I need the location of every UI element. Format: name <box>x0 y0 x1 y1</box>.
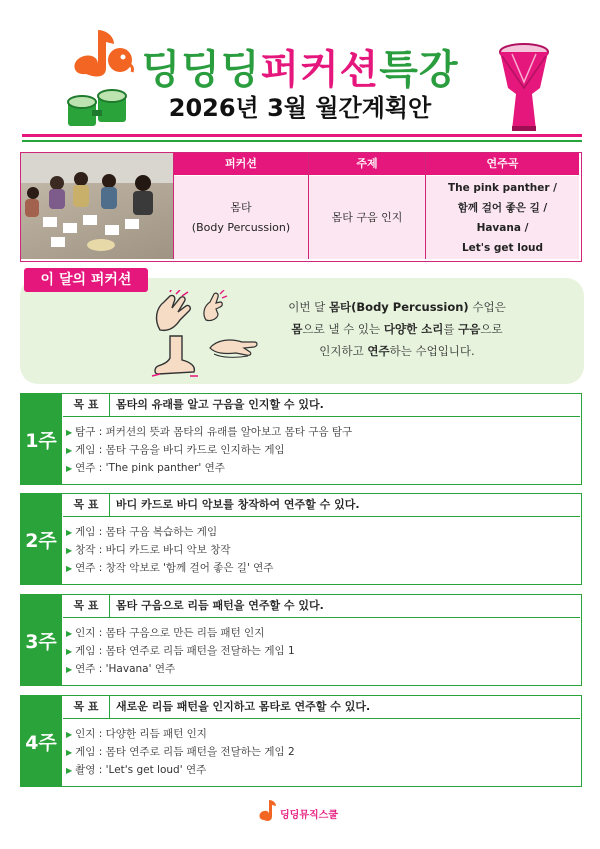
topic-text: 몸타 구음 인지 <box>331 210 403 224</box>
title-ding: 딩딩딩 <box>141 47 261 93</box>
desc-highlight: 몸 <box>291 322 303 336</box>
bullet-triangle-icon: ▶ <box>66 665 73 674</box>
week-goal: 몸타의 유래를 알고 구음을 인지할 수 있다. <box>116 398 324 411</box>
bullet-triangle-icon: ▶ <box>66 748 73 757</box>
info-header-topic: 주제 <box>309 153 425 175</box>
week-goal: 새로운 리듬 패턴을 인지하고 몸타로 연주할 수 있다. <box>116 700 371 713</box>
table-divider <box>308 153 309 259</box>
desc-line-2 <box>232 318 562 340</box>
table-divider <box>425 153 426 259</box>
info-cell-songs <box>426 176 579 259</box>
desc-highlight: 다양한 소리 <box>383 322 444 336</box>
week-activity <box>66 725 207 744</box>
week-activity <box>66 423 352 442</box>
bullet-triangle-icon: ▶ <box>66 464 73 473</box>
clapping-hands-icon <box>150 290 200 338</box>
bullet-triangle-icon: ▶ <box>66 564 73 573</box>
week-activity <box>66 541 231 560</box>
desc-text: 이번 달 <box>288 300 329 314</box>
header-divider-pink <box>22 134 582 137</box>
footer-logo <box>258 798 348 828</box>
goal-header: 목 표 <box>63 696 110 718</box>
week-goal: 몸타 구음으로 리듬 패턴을 연주할 수 있다. <box>116 599 324 612</box>
desc-text: 인지하고 <box>319 344 368 358</box>
bullet-triangle-icon: ▶ <box>66 446 73 455</box>
footer-logo-text: 딩딩뮤직스쿨 <box>280 810 338 821</box>
week-activity <box>66 743 295 762</box>
week-activity <box>66 523 217 542</box>
desc-text: 를 <box>443 322 459 336</box>
week-goal: 바디 카드로 바디 악보를 창작하여 연주할 수 있다. <box>116 498 360 511</box>
title-special: 특강 <box>379 47 459 93</box>
class-photo <box>21 153 173 259</box>
bullet-triangle-icon: ▶ <box>66 528 73 537</box>
students-photo-illustration <box>21 153 173 259</box>
week-activity <box>66 459 225 478</box>
song-item: Let's get loud <box>461 241 544 254</box>
title-percussion: 퍼커션 <box>260 47 380 93</box>
desc-highlight: 연주 <box>367 344 390 358</box>
bullet-triangle-icon: ▶ <box>66 730 73 739</box>
week-label: 3주 <box>20 595 62 685</box>
activity-text: 인지 : 다양한 리듬 패턴 인지 <box>75 728 207 740</box>
activity-text: 창작 : 바디 카드로 바디 악보 창작 <box>75 544 231 556</box>
week-activity <box>66 642 295 661</box>
week-activity <box>66 624 264 643</box>
info-cell-topic <box>309 176 425 259</box>
activity-text: 인지 : 몸타 구음으로 만든 리듬 패턴 인지 <box>75 627 265 639</box>
finger-snap-icon <box>198 290 228 324</box>
week-activity <box>66 441 285 460</box>
activity-text: 게임 : 몸타 구음을 바디 카드로 인지하는 게임 <box>75 444 285 456</box>
week-activity <box>66 761 206 780</box>
goal-header: 목 표 <box>63 494 110 516</box>
desc-highlight: 몸타(Body Percussion) <box>328 300 469 314</box>
activity-text: 연주 : 'Havana' 연주 <box>75 663 176 675</box>
goal-header: 목 표 <box>63 595 110 617</box>
week-label: 4주 <box>20 696 62 786</box>
page-subtitle: 2026년 3월 월간계획안 <box>168 94 432 122</box>
week-label: 2주 <box>20 494 62 584</box>
percussion-name: 몸타 <box>230 200 252 214</box>
activity-text: 연주 : 'The pink panther' 연주 <box>75 462 225 474</box>
activity-text: 탐구 : 퍼커션의 뜻과 몸타의 유래를 알아보고 몸타 구음 탐구 <box>75 426 353 438</box>
bullet-triangle-icon: ▶ <box>66 629 73 638</box>
info-cell-percussion <box>174 176 308 259</box>
activity-text: 게임 : 몸타 연주로 리듬 패턴을 전달하는 게임 1 <box>75 645 295 657</box>
song-item: 함께 걸어 좋은 길 / <box>457 201 548 214</box>
desc-text: 하는 수업입니다. <box>389 344 475 358</box>
stomping-foot-icon <box>150 334 200 378</box>
week-activity <box>66 559 273 578</box>
month-description <box>232 296 562 362</box>
activity-text: 촬영 : 'Let's get loud' 연주 <box>75 764 207 776</box>
desc-text: 수업은 <box>468 300 506 314</box>
table-divider <box>173 153 174 259</box>
bullet-triangle-icon: ▶ <box>66 647 73 656</box>
desc-text: 으로 낼 수 있는 <box>302 322 384 336</box>
desc-highlight: 구음 <box>458 322 481 336</box>
goal-divider <box>63 718 580 719</box>
music-note-icon <box>258 798 282 824</box>
desc-line-3 <box>232 340 562 362</box>
desc-line-1 <box>232 296 562 318</box>
bullet-triangle-icon: ▶ <box>66 546 73 555</box>
info-header-songs: 연주곡 <box>426 153 579 175</box>
goal-divider <box>63 416 580 417</box>
goal-divider <box>63 617 580 618</box>
song-item: The pink panther / <box>447 181 557 194</box>
percussion-english: (Body Percussion) <box>191 220 291 234</box>
activity-text: 게임 : 몸타 연주로 리듬 패턴을 전달하는 게임 2 <box>75 746 295 758</box>
week-label: 1주 <box>20 394 62 484</box>
activity-text: 연주 : 창작 악보로 '함께 걸어 좋은 길' 연주 <box>75 562 274 574</box>
bullet-triangle-icon: ▶ <box>66 428 73 437</box>
header-divider-green <box>22 140 582 142</box>
goal-header: 목 표 <box>63 394 110 416</box>
month-section-tag: 이 달의 퍼커션 <box>24 268 148 292</box>
song-item: Havana / <box>476 221 529 234</box>
activity-text: 게임 : 몸타 구음 복습하는 게임 <box>75 526 218 538</box>
bullet-triangle-icon: ▶ <box>66 766 73 775</box>
info-header-percussion: 퍼커션 <box>174 153 308 175</box>
week-activity <box>66 660 175 679</box>
desc-text: 으로 <box>480 322 503 336</box>
goal-divider <box>63 516 580 517</box>
